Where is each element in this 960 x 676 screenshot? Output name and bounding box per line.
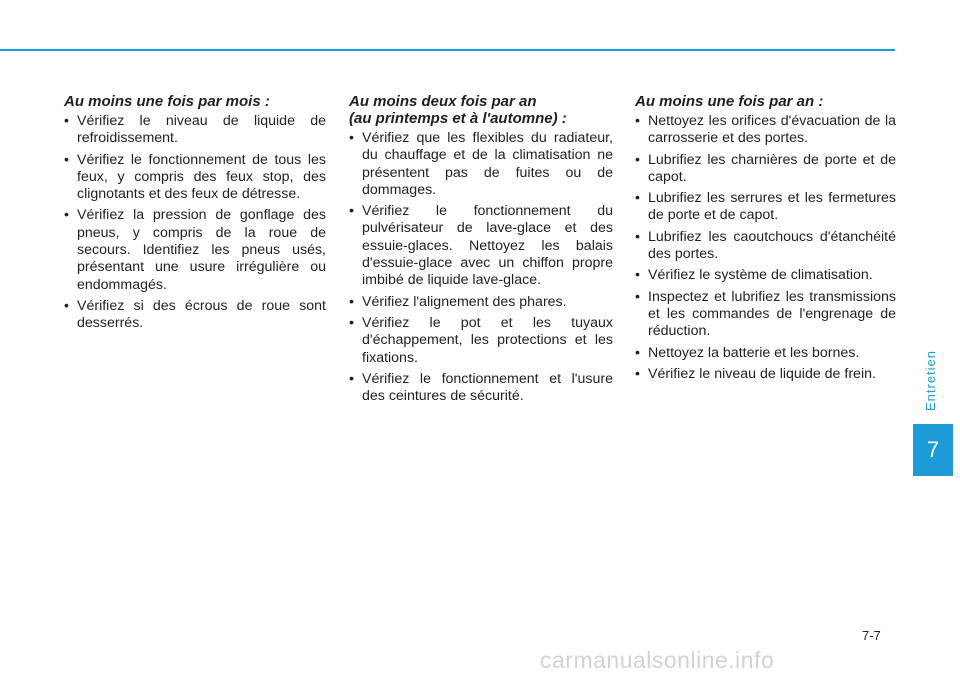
list-item: • Vérifiez le pot et les tuyaux d'échappement, les protections et les fixations. [349, 315, 613, 367]
list-item: • Lubrifiez les serrures et les fermetures de porte et de capot. [635, 190, 896, 225]
list-item: • Vérifiez si des écrous de roue sont desserrés. [64, 298, 326, 333]
section-heading: Au moins une fois par an : [635, 93, 824, 110]
page-number: 7-7 [862, 628, 881, 643]
list-item: • Nettoyez la batterie et les bornes. [635, 345, 896, 362]
checklist [635, 113, 896, 383]
chapter-title: Entretien [923, 349, 939, 411]
list-item: • Vérifiez le système de climatisation. [635, 267, 896, 284]
list-item: • Vérifiez le fonctionnement et l'usure des ceintures de sécurité. [349, 371, 613, 406]
list-item: • Lubrifiez les caoutchoucs d'étanchéité des portes. [635, 229, 896, 264]
chapter-number-tab: 7 [913, 424, 953, 476]
watermark: carmanualsonline.info [540, 647, 775, 673]
list-item: • Vérifiez la pression de gonflage des pneus, y compris de la roue de secours. Identifiez les pneus usés, présentant une usure irrégulière ou endommagés. [64, 207, 326, 293]
list-item: • Vérifiez le fonctionnement de tous les feux, y compris des feux stop, des clignotants et des feux de détresse. [64, 152, 326, 204]
list-item: • Vérifiez le fonctionnement du pulvérisateur de lave-glace et des essuie-glaces. Nettoyez les balais d'essuie-glace avec un chiffon propre imbibé de liquide lave-glace. [349, 203, 613, 289]
list-item: • Nettoyez les orifices d'évacuation de la carrosserie et des portes. [635, 113, 896, 148]
section-twice-yearly [349, 93, 613, 409]
section-monthly [64, 93, 326, 337]
section-heading: Au moins une fois par mois : [64, 93, 270, 110]
list-item: • Inspectez et lubrifiez les transmissions et les commandes de l'engrenage de réduction. [635, 289, 896, 341]
list-item: • Vérifiez le niveau de liquide de frein. [635, 366, 896, 383]
list-item: • Lubrifiez les charnières de porte et de capot. [635, 152, 896, 187]
checklist [349, 130, 613, 405]
checklist [64, 113, 326, 333]
chapter-side-label [918, 340, 944, 420]
top-rule [0, 49, 895, 51]
section-yearly [635, 93, 896, 387]
list-item: • Vérifiez l'alignement des phares. [349, 294, 613, 311]
section-heading: Au moins deux fois par an (au printemps et à l'automne) : [349, 93, 567, 127]
list-item: • Vérifiez le niveau de liquide de refroidissement. [64, 113, 326, 148]
list-item: • Vérifiez que les flexibles du radiateur, du chauffage et de la climatisation ne présentent pas de fuites ou de dommages. [349, 130, 613, 199]
